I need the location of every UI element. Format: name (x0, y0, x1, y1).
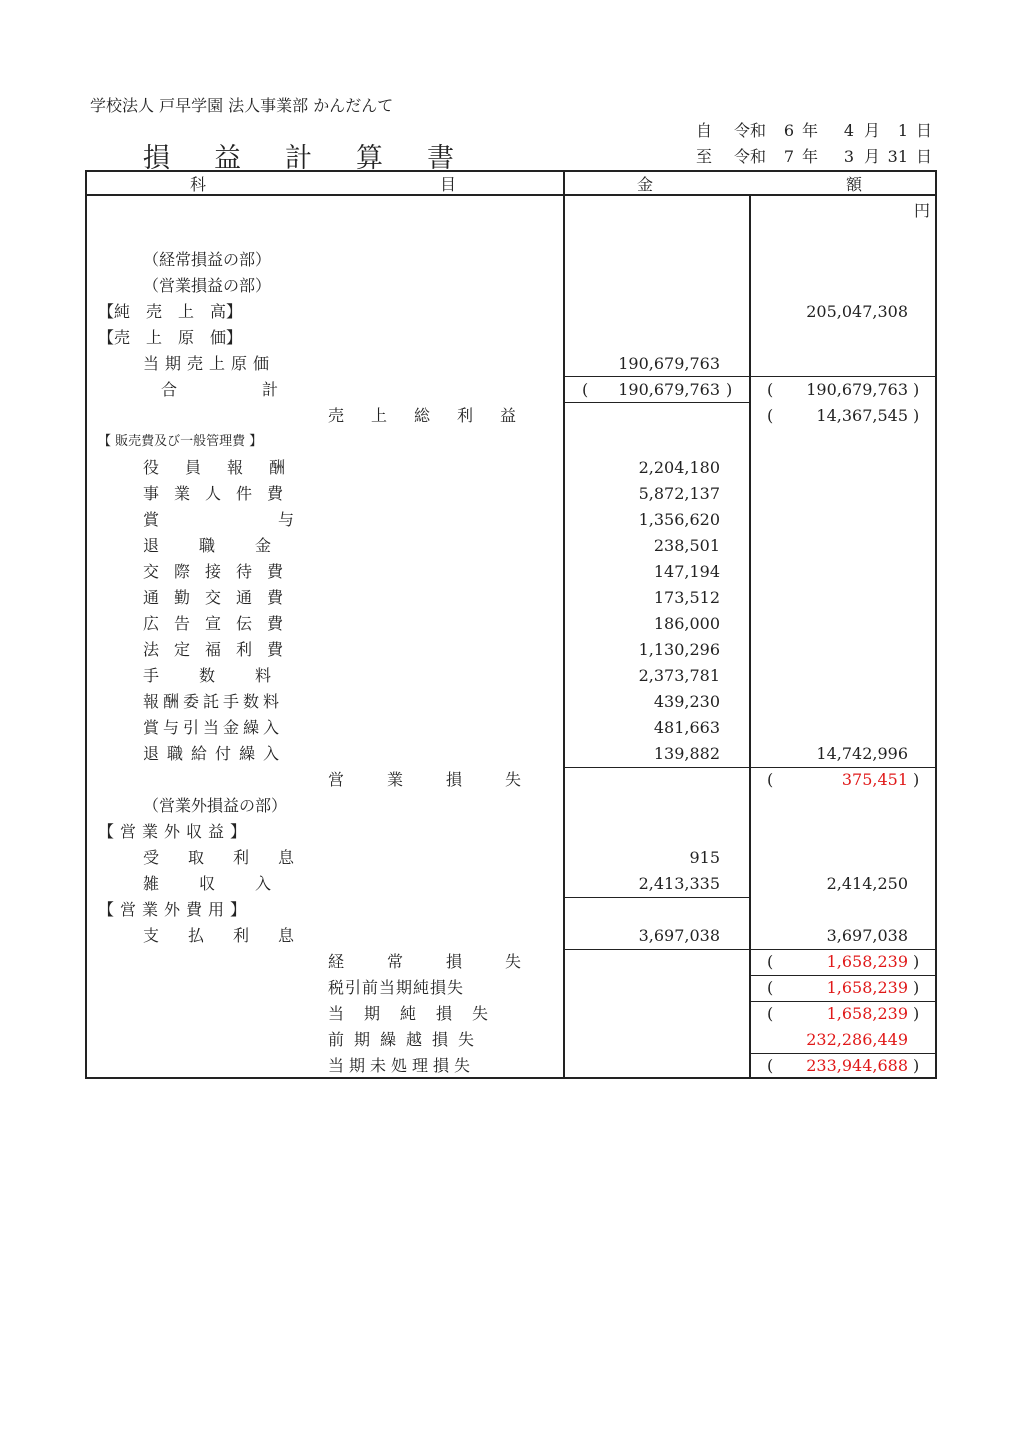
paren-close: ) (913, 406, 920, 425)
paren-open: ( (767, 1004, 774, 1023)
amount-detail: 139,882 (653, 744, 720, 763)
amount-total: 14,367,545 (816, 406, 908, 425)
amount-total: 1,658,239 (826, 952, 908, 971)
row-label: 役員報酬 (143, 458, 312, 477)
month-unit: 月 (863, 147, 880, 166)
row-label: 【売 上 原 価】 (98, 328, 243, 347)
table-row (0, 481, 1024, 507)
row-label: 受取利息 (143, 848, 324, 867)
row-label: 交際接待費 (143, 562, 299, 581)
period-from-day: 1 (897, 121, 908, 140)
row-label: 経常損失 (328, 952, 565, 971)
period-to-day: 31 (887, 147, 908, 166)
amount-detail: 2,204,180 (638, 458, 720, 477)
amount-total: 233,944,688 (806, 1056, 908, 1075)
amount-total: 232,286,449 (806, 1030, 908, 1049)
table-row (0, 403, 1024, 429)
paren-open: ( (767, 952, 774, 971)
row-label: 売上総利益 (328, 406, 544, 425)
section-operating: （営業損益の部） (143, 276, 272, 295)
table-row (0, 949, 1024, 975)
table-row (0, 1001, 1024, 1027)
header-amount-1: 金 (637, 175, 654, 194)
row-label: 雑 収 入 (143, 874, 284, 893)
amount-detail: 1,130,296 (638, 640, 720, 659)
amount-detail: 173,512 (653, 588, 720, 607)
amount-detail: 915 (689, 848, 720, 867)
year-unit: 年 (801, 121, 818, 140)
table-row (0, 845, 1024, 871)
table-row (0, 455, 1024, 481)
amount-detail: 439,230 (653, 692, 720, 711)
header-divider (85, 194, 937, 196)
day-unit: 日 (915, 147, 932, 166)
amount-total: 375,451 (841, 770, 908, 789)
section-ordinary: （経常損益の部） (143, 250, 272, 269)
row-label: 通勤交通費 (143, 588, 299, 607)
section-non-operating: （営業外損益の部） (143, 796, 288, 815)
amount-total: 1,658,239 (826, 1004, 908, 1023)
table-row (0, 533, 1024, 559)
header-amount-2: 額 (846, 175, 863, 194)
amount-detail: 147,194 (653, 562, 720, 581)
row-label: 広告宣伝費 (143, 614, 299, 633)
amount-detail: 186,000 (653, 614, 720, 633)
period-to-month: 3 (843, 147, 854, 166)
table-row (0, 637, 1024, 663)
amount-total: 190,679,763 (806, 380, 908, 399)
table-row (0, 663, 1024, 689)
row-label: 与 (278, 510, 295, 529)
day-unit: 日 (915, 121, 932, 140)
row-label: 賞 (143, 510, 160, 529)
row-label: 計 (262, 380, 279, 399)
amount-detail: 481,663 (653, 718, 720, 737)
row-label: 【営業外収益】 (98, 822, 253, 841)
amount-total: 3,697,038 (826, 926, 908, 945)
table-row (0, 585, 1024, 611)
amount-detail: 5,872,137 (638, 484, 720, 503)
amount-detail: 238,501 (653, 536, 720, 555)
header-subject-2: 目 (440, 175, 457, 194)
paren-close: ) (726, 380, 733, 399)
amount-total: 205,047,308 (806, 302, 908, 321)
table-row (0, 559, 1024, 585)
rule (565, 897, 751, 898)
amount-total: 14,742,996 (816, 744, 908, 763)
row-label: 事業人件費 (143, 484, 299, 503)
paren-close: ) (913, 380, 920, 399)
amount-total: 1,658,239 (826, 978, 908, 997)
amount-total: 2,414,250 (826, 874, 908, 893)
amount-detail: 2,413,335 (638, 874, 720, 893)
paren-close: ) (913, 1056, 920, 1075)
paren-open: ( (767, 770, 774, 789)
row-label: 支払利息 (143, 926, 324, 945)
table-row (0, 299, 1024, 325)
table-row (0, 741, 1024, 767)
row-label: 【 販売費及び一般管理費 】 (98, 434, 263, 449)
row-label: 合 (161, 380, 178, 399)
organization-name: 学校法人 戸早学園 法人事業部 かんだんて (90, 96, 394, 115)
unit-label: 円 (914, 201, 931, 220)
table-row (0, 767, 1024, 793)
table-row (0, 377, 1024, 403)
period-to (696, 144, 932, 170)
row-label: 前期繰越損失 (328, 1030, 485, 1049)
row-label: 手 数 料 (143, 666, 284, 685)
paren-open: ( (582, 380, 589, 399)
amount-detail: 3,697,038 (638, 926, 720, 945)
period-from-label: 自 (696, 121, 713, 140)
row-label: 退職給付繰入 (143, 744, 288, 763)
row-label: 退 職 金 (143, 536, 284, 555)
row-label: 当期未処理損失 (328, 1056, 476, 1075)
table-row (0, 1053, 1024, 1079)
table-row (0, 689, 1024, 715)
table-row (0, 507, 1024, 533)
table-row (0, 611, 1024, 637)
fiscal-period (696, 118, 932, 170)
year-unit: 年 (801, 147, 818, 166)
paren-close: ) (913, 770, 920, 789)
row-label: 税引前当期純損失 (328, 978, 465, 997)
paren-close: ) (913, 1004, 920, 1023)
header-subject-1: 科 (190, 175, 207, 194)
table-row (0, 1027, 1024, 1053)
table-row (0, 871, 1024, 897)
period-to-label: 至 (696, 147, 713, 166)
page-title: 損益計算書 (143, 143, 498, 174)
row-label: 賞与引当金繰入 (143, 718, 284, 737)
period-from-year: 6 (783, 121, 794, 140)
period-from-era: 令和 (733, 121, 766, 140)
table-row (0, 975, 1024, 1001)
table-row (0, 715, 1024, 741)
paren-open: ( (767, 978, 774, 997)
row-label: 【純 売 上 高】 (98, 302, 243, 321)
row-label: 当期売上原価 (143, 354, 276, 373)
paren-open: ( (767, 380, 774, 399)
paren-close: ) (913, 978, 920, 997)
paren-open: ( (767, 1056, 774, 1075)
paren-close: ) (913, 952, 920, 971)
row-label: 【営業外費用】 (98, 900, 253, 919)
period-to-year: 7 (783, 147, 794, 166)
row-label: 法定福利費 (143, 640, 299, 659)
row-label: 報酬委託手数料 (143, 692, 284, 711)
period-to-era: 令和 (733, 147, 766, 166)
table-row (0, 351, 1024, 377)
amount-detail: 1,356,620 (638, 510, 720, 529)
period-from-month: 4 (843, 121, 854, 140)
month-unit: 月 (863, 121, 880, 140)
paren-open: ( (767, 406, 774, 425)
row-label: 営業損失 (328, 770, 565, 789)
table-row (0, 923, 1024, 949)
amount-detail: 190,679,763 (618, 354, 720, 373)
amount-detail: 2,373,781 (638, 666, 720, 685)
row-label: 当期純損失 (328, 1004, 509, 1023)
amount-detail: 190,679,763 (618, 380, 720, 399)
period-from (696, 118, 932, 144)
